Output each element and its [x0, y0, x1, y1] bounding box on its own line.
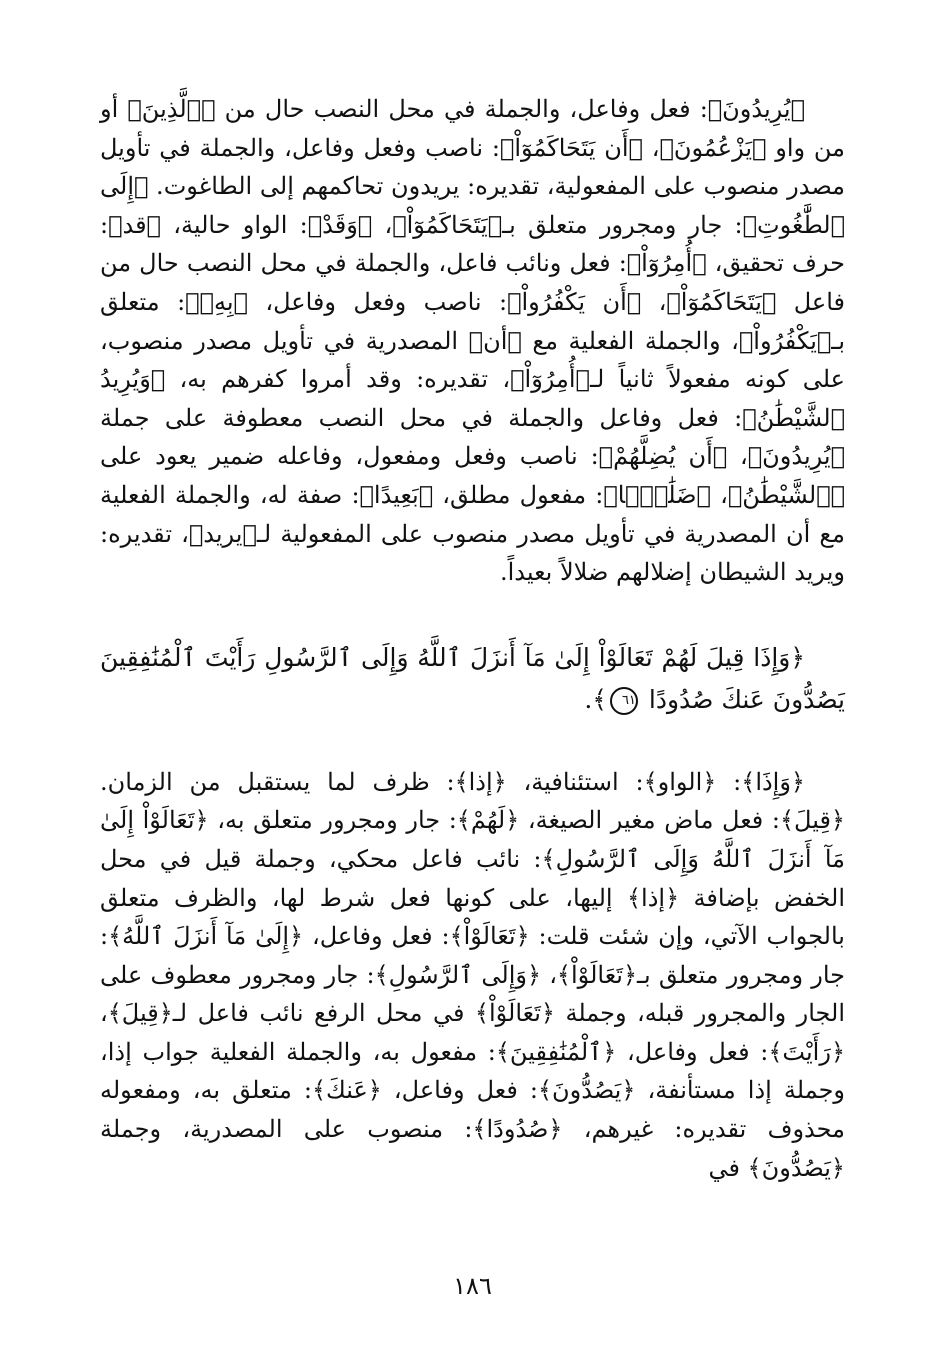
page-body [100, 90, 845, 1187]
verse-number-marker: ٦١ [610, 687, 638, 715]
verse-text: ﴿وَإِذَا قِيلَ لَهُمْ تَعَالَوْاْ إِلَىٰ مَآ أَنزَلَ ٱللَّهُ وَإِلَى ٱلرَّسُولِ رَأَيْتَ ٱلْمُنَٰفِقِينَ يَصُدُّونَ عَنكَ صُدُودًا [100, 642, 845, 714]
quran-verse [100, 637, 845, 721]
paragraph-grammar-analysis-1: ﴿يُرِيدُونَ﴾: فعل وفاعل، والجملة في محل النصب حال من ﴿ٱلَّذِينَ﴾ أو من واو ﴿يَزْعُمُونَ﴾، ﴿أَن يَتَحَاكَمُوٓاْ﴾: ناصب وفعل وفاعل، والجملة في تأويل مصدر منصوب على المفعولية، تقديره: يريدون تحاكمهم إلى الطاغوت. ﴿إِلَى ٱلطَّٰغُوتِ﴾: جار ومجرور متعلق بـ﴿يَتَحَاكَمُوٓاْ﴾، ﴿وَقَدْ﴾: الواو حالية، ﴿قد﴾: حرف تحقيق، ﴿أُمِرُوٓاْ﴾: فعل ونائب فاعل، والجملة في محل النصب حال من فاعل ﴿يَتَحَاكَمُوٓاْ﴾، ﴿أَن يَكْفُرُواْ﴾: ناصب وفعل وفاعل، ﴿بِهِۦ﴾: متعلق بـ﴿يَكْفُرُواْ﴾، والجملة الفعلية مع ﴿أن﴾ المصدرية في تأويل مصدر منصوب، على كونه مفعولاً ثانياً لـ﴿أُمِرُوٓاْ﴾، تقديره: وقد أمروا كفرهم به، ﴿وَيُرِيدُ ٱلشَّيْطَٰنُ﴾: فعل وفاعل والجملة في محل النصب معطوفة على جملة ﴿يُرِيدُونَ﴾، ﴿أَن يُضِلَّهُمْ﴾: ناصب وفعل ومفعول، وفاعله ضمير يعود على ﴿ٱلشَّيْطَٰنُ﴾، ﴿ضَلَٰلَۢا﴾: مفعول مطلق، ﴿بَعِيدًا﴾: صفة له، والجملة الفعلية مع أن المصدرية في تأويل مصدر منصوب على المفعولية لـ﴿يريد﴾، تقديره: ويريد الشيطان إضلالهم ضلالاً بعيداً. [100, 95, 846, 587]
verse-close: ﴾. [584, 684, 607, 714]
paragraph-grammar-analysis-2: ﴿وَإِذَا﴾: ﴿الواو﴾: استئنافية، ﴿إذا﴾: ظرف لما يستقبل من الزمان. ﴿قِيلَ﴾: فعل ماض مغير الصيغة، ﴿لَهُمْ﴾: جار ومجرور متعلق به، ﴿تَعَالَوْاْ إِلَىٰ مَآ أَنزَلَ ٱللَّهُ وَإِلَى ٱلرَّسُولِ﴾: نائب فاعل محكي، وجملة قيل في محل الخفض بإضافة ﴿إذا﴾ إليها، على كونها فعل شرط لها، والظرف متعلق بالجواب الآتي، وإن شئت قلت: ﴿تَعَالَوْاْ﴾: فعل وفاعل، ﴿إِلَىٰ مَآ أَنزَلَ ٱللَّهُ﴾: جار ومجرور متعلق بـ﴿تَعَالَوْاْ﴾، ﴿وَإِلَى ٱلرَّسُولِ﴾: جار ومجرور معطوف على الجار والمجرور قبله، وجملة ﴿تَعَالَوْاْ﴾ في محل الرفع نائب فاعل لـ﴿قِيلَ﴾، ﴿رَأَيْتَ﴾: فعل وفاعل، ﴿ٱلْمُنَٰفِقِينَ﴾: مفعول به، والجملة الفعلية جواب إذا، وجملة إذا مستأنفة، ﴿يَصُدُّونَ﴾: فعل وفاعل، ﴿عَنكَ﴾: متعلق به، ومفعوله محذوف تقديره: غيرهم، ﴿صُدُودًا﴾: منصوب على المصدرية، وجملة ﴿يَصُدُّونَ﴾ في [100, 767, 845, 1182]
page-number: ١٨٦ [453, 1272, 492, 1300]
